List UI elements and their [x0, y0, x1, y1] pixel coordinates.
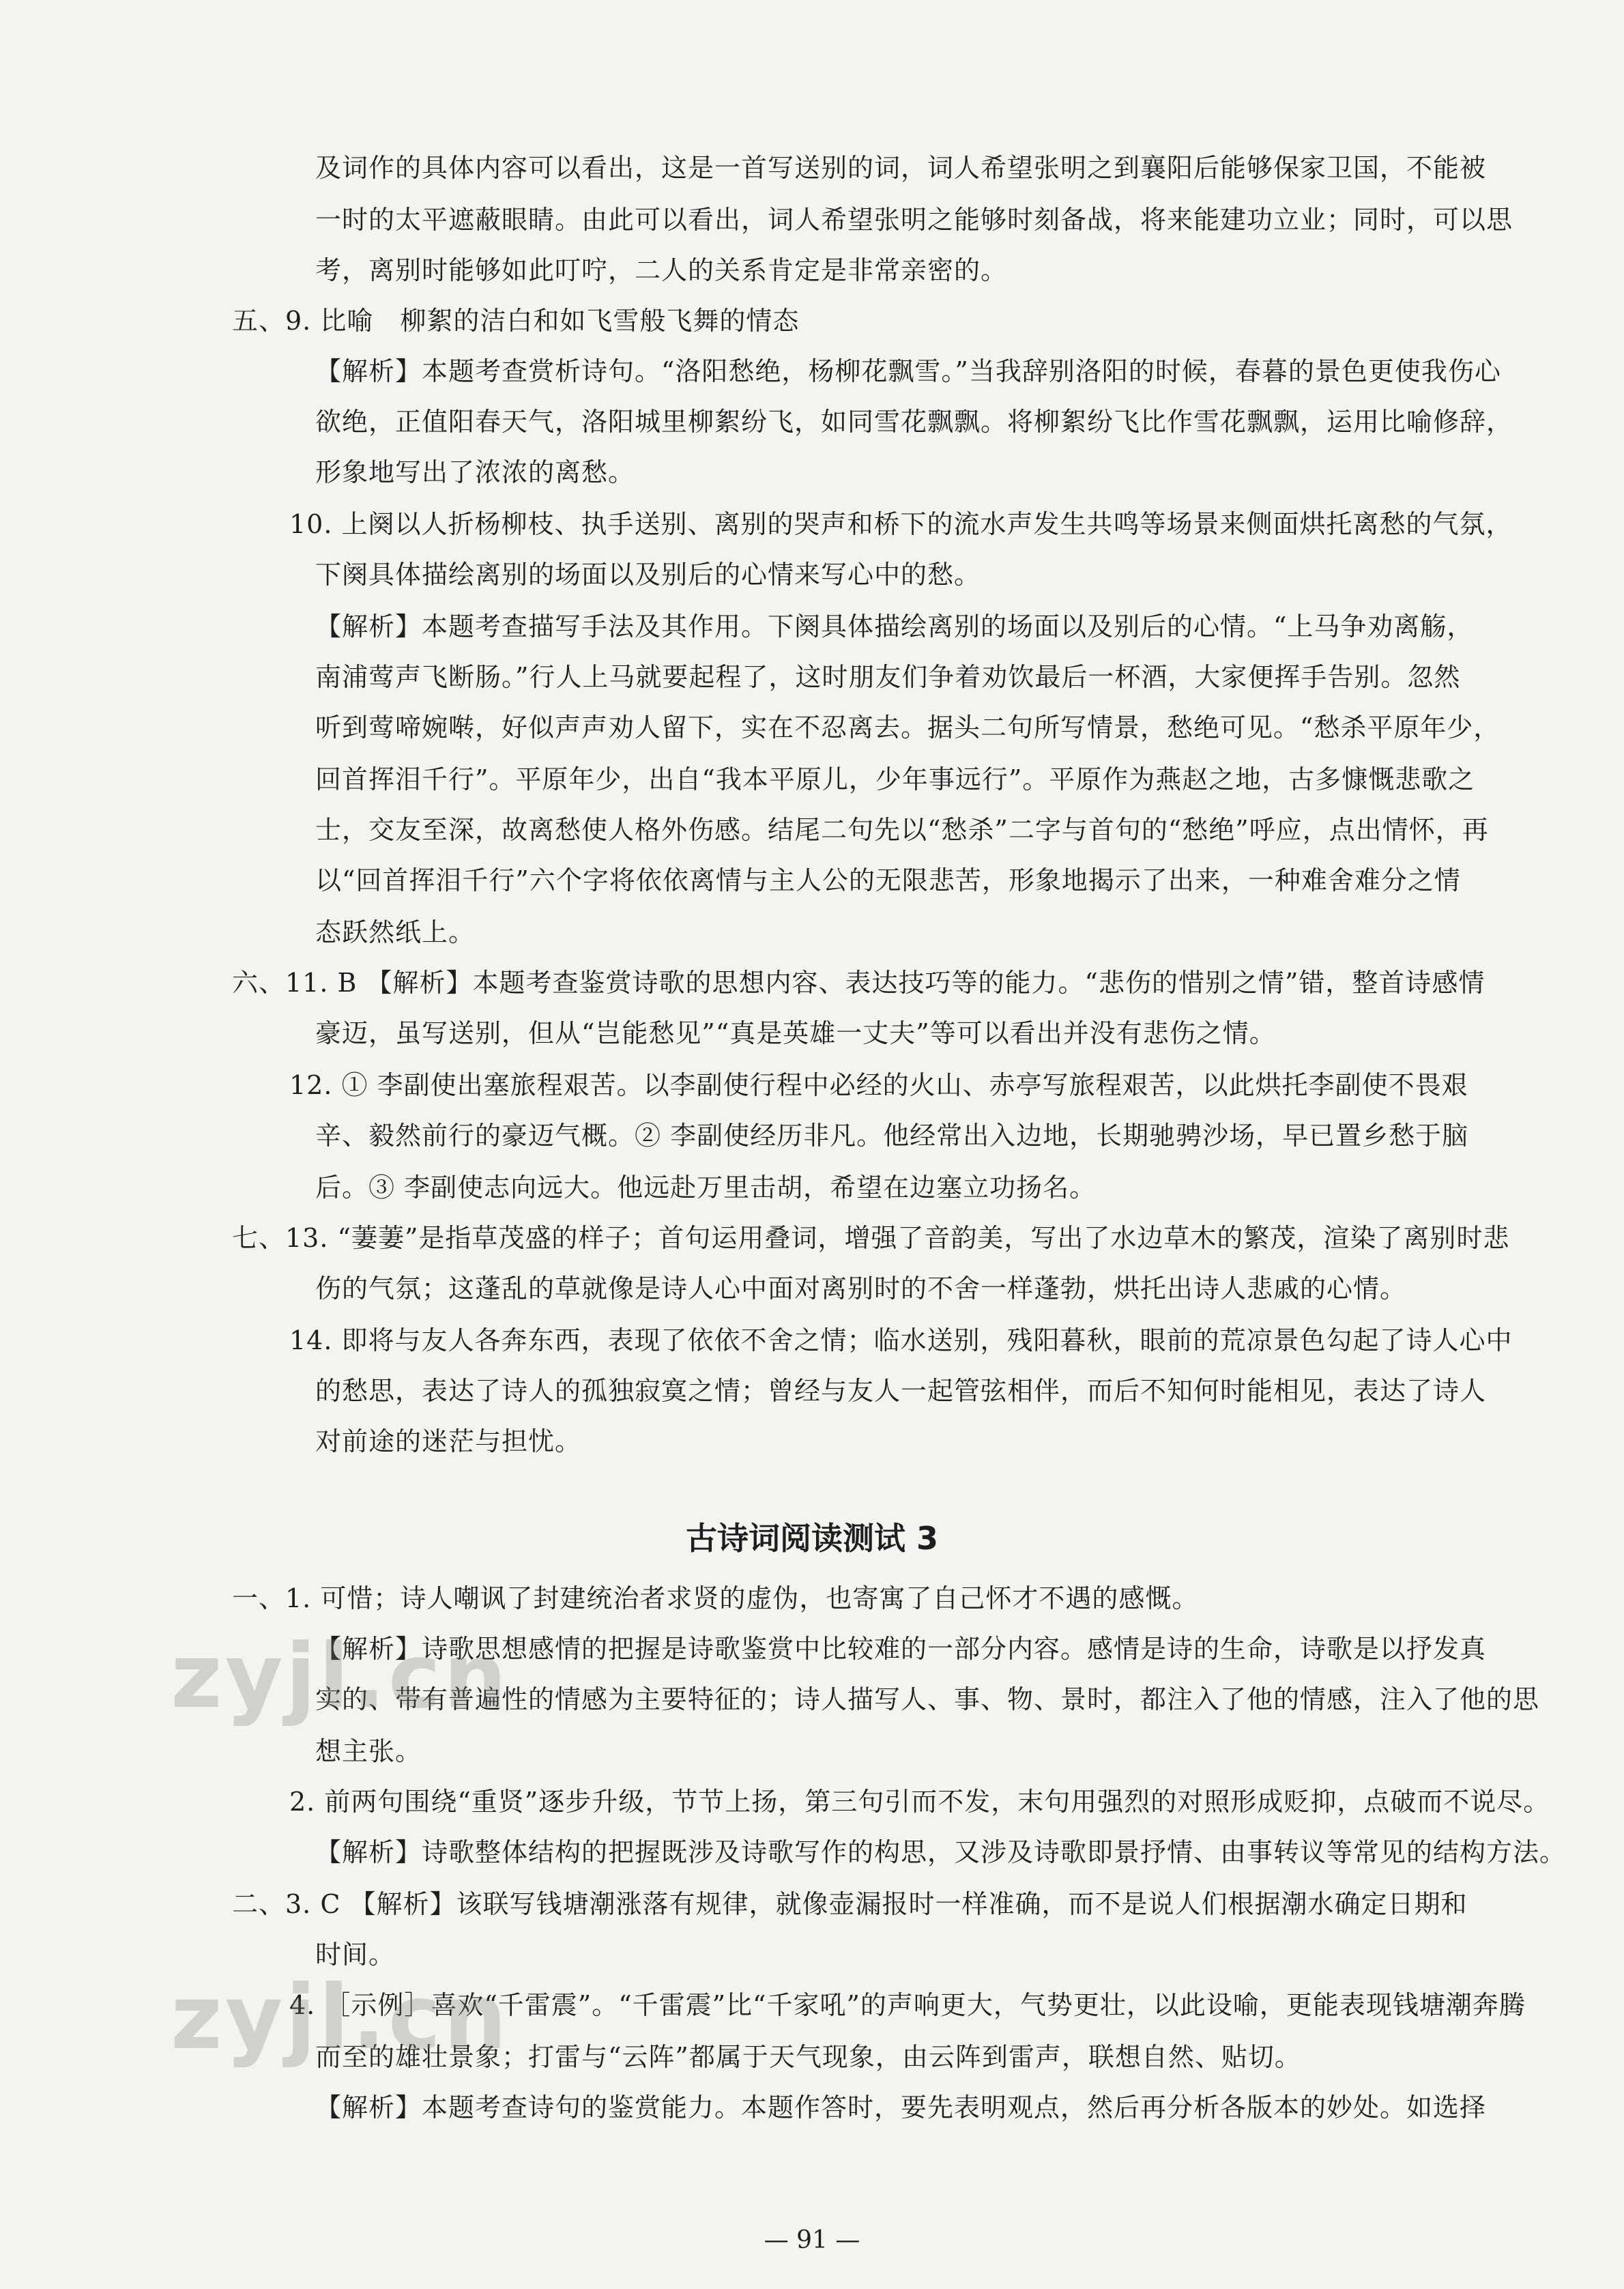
text-line: 士，交友至深，故离愁使人格外伤感。结尾二句先以“愁杀”二字与首句的“愁绝”呼应，点出情怀，再 — [315, 815, 1489, 845]
text-line: 12. ① 李副使出塞旅程艰苦。以李副使行程中必经的火山、赤亭写旅程艰苦，以此烘托李副使不畏艰 — [289, 1070, 1468, 1100]
text-line: 形象地写出了浓浓的离愁。 — [315, 457, 635, 487]
text-line: 下阕具体描绘离别的场面以及别后的心情来写心中的愁。 — [315, 560, 981, 590]
watermark: zyjl.cn — [171, 1966, 510, 2069]
text-line: 二、3. C 【解析】该联写钱塘潮涨落有规律，就像壶漏报时一样准确，而不是说人们根据潮水确定日期和 — [232, 1889, 1468, 1919]
text-line: 态跃然纸上。 — [315, 917, 476, 947]
text-line: 10. 上阕以人折杨柳枝、执手送别、离别的哭声和桥下的流水声发生共鸣等场景来侧面烘托离愁的气氛， — [289, 509, 1513, 539]
text-line: 一、1. 可惜；诗人嘲讽了封建统治者求贤的虚伪，也寄寓了自己怀才不遇的感慨。 — [232, 1583, 1199, 1613]
text-line: 【解析】本题考查诗句的鉴赏能力。本题作答时，要先表明观点，然后再分析各版本的妙处。如选择 — [315, 2092, 1487, 2122]
text-line: 辛、毅然前行的豪迈气概。② 李副使经历非凡。他经常出入边地，长期驰骋沙场，早已置乡愁于脑 — [315, 1121, 1469, 1151]
page-number: — 91 — — [764, 2226, 860, 2254]
text-line: 豪迈，虽写送别，但从“岂能愁见”“真是英雄一丈夫”等可以看出并没有悲伤之情。 — [315, 1018, 1276, 1048]
text-line: 14. 即将与友人各奔东西，表现了依依不舍之情；临水送别，残阳暮秋，眼前的荒凉景色勾起了诗人心中 — [289, 1325, 1513, 1355]
text-line: 对前途的迷茫与担忧。 — [315, 1426, 582, 1456]
text-line: 【解析】本题考查赏析诗句。“洛阳愁绝，杨柳花飘雪。”当我辞别洛阳的时候，春暮的景色更使我伤心 — [315, 356, 1501, 386]
watermark: zyjl.cn — [171, 1624, 510, 1728]
text-line: 七、13. “萋萋”是指草茂盛的样子；首句运用叠词，增强了音韵美，写出了水边草木的繁茂，渲染了离别时悲 — [232, 1223, 1510, 1253]
text-line: 五、9. 比喻 柳絮的洁白和如飞雪般飞舞的情态 — [232, 306, 800, 336]
text-line: 考，离别时能够如此叮咛，二人的关系肯定是非常亲密的。 — [315, 255, 1008, 285]
text-line: 伤的气氛；这蓬乱的草就像是诗人心中面对离别时的不舍一样蓬勃，烘托出诗人悲戚的心情。 — [315, 1273, 1407, 1304]
text-line: 的愁思，表达了诗人的孤独寂寞之情；曾经与友人一起管弦相伴，而后不知何时能相见，表达了诗人 — [315, 1376, 1487, 1406]
section-title: 古诗词阅读测试 3 — [685, 1520, 939, 1557]
text-line: 六、11. B 【解析】本题考查鉴赏诗歌的思想内容、表达技巧等的能力。“悲伤的惜别之情”错，整首诗感情 — [232, 968, 1485, 998]
text-line: 4. ［示例］喜欢“千雷震”。“千雷震”比“千家吼”的声响更大，气势更壮，以此设喻，更能表现钱塘潮奔腾 — [289, 1990, 1526, 2020]
text-line: 及词作的具体内容可以看出，这是一首写送别的词，词人希望张明之到襄阳后能够保家卫国，不能被 — [315, 153, 1487, 183]
text-line: 2. 前两句围绕“重贤”逐步升级，节节上扬，第三句引而不发，末句用强烈的对照形成贬抑，点破而不说尽。 — [289, 1787, 1550, 1817]
text-line: 而至的雄壮景象；打雷与“云阵”都属于天气现象，由云阵到雷声，联想自然、贴切。 — [315, 2042, 1301, 2072]
text-line: 后。③ 李副使志向远大。他远赴万里击胡，希望在边塞立功扬名。 — [315, 1172, 1097, 1203]
text-line: 实的、带有普遍性的情感为主要特征的；诗人描写人、事、物、景时，都注入了他的情感，注入了他的思 — [315, 1684, 1540, 1714]
text-line: 欲绝，正值阳春天气，洛阳城里柳絮纷飞，如同雪花飘飘。将柳絮纷飞比作雪花飘飘，运用比喻修辞， — [315, 407, 1513, 437]
text-line: 【解析】本题考查描写手法及其作用。下阕具体描绘离别的场面以及别后的心情。“上马争劝离觞， — [315, 611, 1474, 642]
text-line: 想主张。 — [315, 1736, 422, 1766]
text-line: 【解析】诗歌整体结构的把握既涉及诗歌写作的构思，又涉及诗歌即景抒情、由事转议等常见的结构方法。 — [315, 1837, 1567, 1867]
text-line: 时间。 — [315, 1940, 396, 1970]
text-line: 南浦莺声飞断肠。”行人上马就要起程了，这时朋友们争着劝饮最后一杯酒，大家便挥手告别。忽然 — [315, 662, 1461, 692]
text-line: 以“回首挥泪千行”六个字将依依离情与主人公的无限悲苦，形象地揭示了出来，一种难舍难分之情 — [315, 865, 1461, 895]
text-line: 【解析】诗歌思想感情的把握是诗歌鉴赏中比较难的一部分内容。感情是诗的生命，诗歌是以抒发真 — [315, 1634, 1487, 1664]
text-line: 一时的太平遮蔽眼睛。由此可以看出，词人希望张明之能够时刻备战，将来能建功立业；同时，可以思 — [315, 205, 1513, 235]
text-line: 回首挥泪千行”。平原年少，出自“我本平原儿，少年事远行”。平原作为燕赵之地，古多慷慨悲歌之 — [315, 764, 1475, 794]
text-line: 听到莺啼婉啭，好似声声劝人留下，实在不忍离去。据头二句所写情景，愁绝可见。“愁杀平原年少， — [315, 712, 1500, 743]
